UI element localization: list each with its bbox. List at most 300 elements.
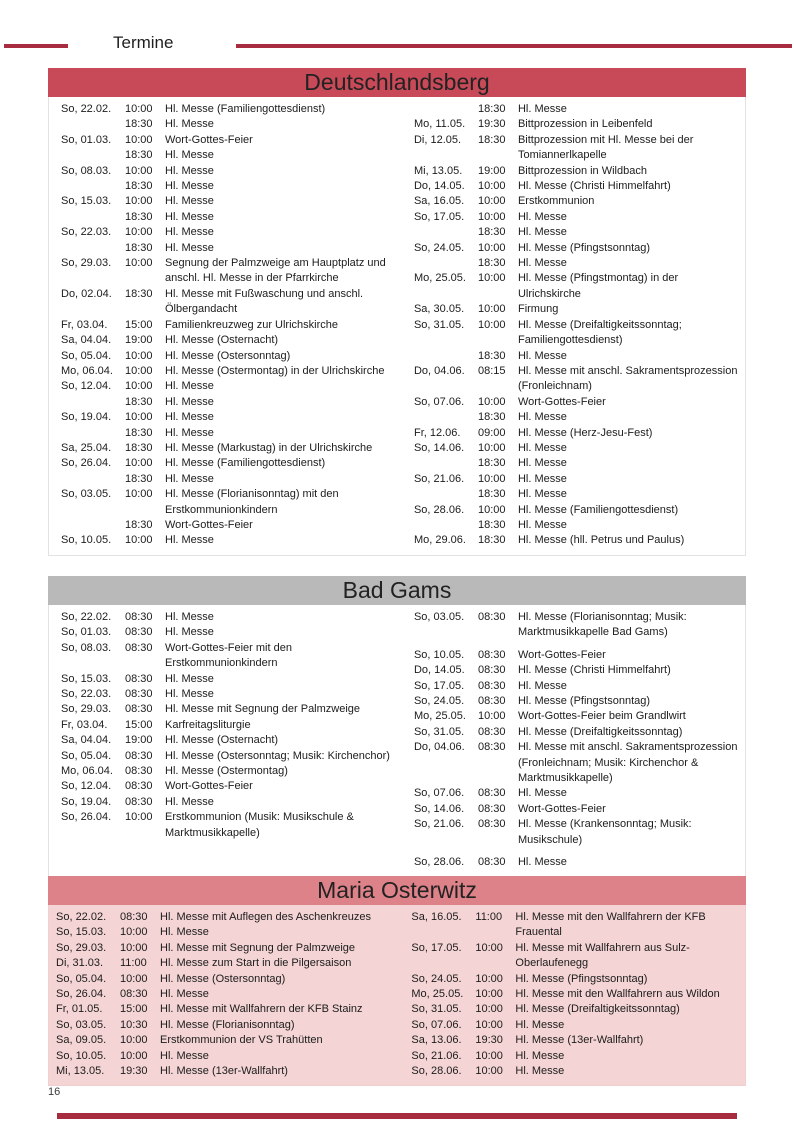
event-description: Hl. Messe — [165, 395, 214, 408]
schedule-row — [414, 410, 741, 425]
event-description: Hl. Messe — [165, 795, 214, 808]
schedule-row — [61, 349, 404, 364]
bottom-red-bar — [57, 1113, 737, 1119]
event-description: Hl. Messe (13er-Wallfahrt) — [515, 1034, 644, 1047]
event-description: Hl. Messe — [165, 688, 214, 701]
event-description: Hl. Messe (Markustag) in der Ulrichskirche — [165, 441, 373, 454]
event-time: 18:30 — [477, 411, 506, 424]
event-description: Bittprozession mit Hl. Messe bei der Tomiannerlkapelle — [517, 133, 694, 162]
schedule-row — [61, 287, 404, 318]
event-date: So, 28.06. — [411, 1065, 462, 1078]
event-description: Karfreitagsliturgie — [165, 718, 251, 731]
event-time: 18:30 — [125, 472, 153, 485]
event-date: So, 19.04. — [61, 411, 112, 424]
event-time: 08:30 — [120, 911, 148, 923]
schedule-row — [414, 518, 741, 533]
event-date: So, 24.05. — [413, 241, 465, 254]
event-time: 18:30 — [477, 349, 506, 362]
event-description: Hl. Messe (Herz-Jesu-Fest) — [517, 426, 653, 439]
schedule-row — [414, 194, 741, 209]
event-date: So, 22.03. — [61, 226, 112, 239]
event-description: Erstkommunion — [517, 195, 595, 208]
schedule-row — [414, 786, 741, 801]
event-time: 10:00 — [475, 1049, 503, 1062]
schedule-row — [414, 426, 741, 441]
schedule-row — [414, 271, 741, 302]
event-description: Hl. Messe — [165, 534, 214, 547]
schedule-row — [414, 503, 741, 518]
event-date: So, 31.05. — [411, 1003, 462, 1016]
schedule-row — [56, 925, 401, 940]
schedule-row — [411, 972, 741, 987]
event-date — [414, 349, 478, 364]
event-date: So, 08.03. — [61, 641, 112, 654]
schedule-row — [414, 533, 741, 548]
event-description: Hl. Messe — [515, 1065, 565, 1078]
event-time: 10:00 — [475, 988, 503, 1001]
event-date: So, 17.05. — [413, 679, 465, 692]
event-description: Hl. Messe mit Auflegen des Aschenkreuzes — [160, 911, 371, 923]
event-date: Mo, 11.05. — [413, 118, 466, 131]
event-description: Hl. Messe — [517, 226, 567, 239]
event-time: 10:00 — [125, 380, 153, 393]
schedule-row — [414, 179, 741, 194]
event-description: Hl. Messe — [165, 226, 214, 239]
event-date: So, 12.04. — [61, 780, 112, 793]
section-deutschlandsberg — [48, 68, 746, 556]
event-date: So, 03.05. — [56, 1018, 107, 1031]
event-time: 18:30 — [125, 149, 153, 162]
event-date: Mo, 25.05. — [411, 988, 464, 1001]
event-date: So, 24.05. — [411, 972, 462, 985]
event-time: 08:30 — [125, 611, 153, 623]
schedule-row — [61, 117, 404, 132]
schedule-row — [61, 426, 404, 441]
schedule-row — [414, 487, 741, 502]
schedule-row — [411, 1033, 741, 1048]
event-date: Mi, 13.05. — [56, 1065, 105, 1078]
event-date: So, 05.04. — [61, 349, 112, 362]
section-title: Bad Gams — [48, 576, 746, 605]
event-time: 08:30 — [125, 749, 153, 762]
event-date: Sa, 13.06. — [411, 1034, 462, 1047]
event-date: Di, 12.05. — [413, 133, 462, 146]
event-time: 08:30 — [477, 648, 506, 661]
event-date: So, 19.04. — [61, 795, 112, 808]
event-time: 10:00 — [475, 1018, 503, 1031]
schedule-row — [61, 148, 404, 163]
event-time: 08:30 — [125, 703, 153, 716]
event-description: Hl. Messe — [165, 210, 214, 223]
event-date — [61, 241, 125, 256]
event-description: Hl. Messe — [517, 411, 567, 424]
event-time: 10:00 — [120, 941, 148, 954]
event-description: Hl. Messe (Florianisonntag) — [160, 1018, 295, 1031]
event-date: Mo, 25.05. — [413, 272, 466, 285]
event-date — [61, 426, 125, 441]
event-time: 18:30 — [125, 441, 153, 454]
event-description: Hl. Messe (Ostermontag) — [165, 765, 288, 778]
event-time: 08:30 — [125, 626, 153, 639]
event-description: Hl. Messe — [517, 441, 567, 454]
event-date: So, 21.06. — [413, 472, 465, 485]
event-description: Hl. Messe — [165, 611, 214, 623]
event-description: Hl. Messe — [515, 1049, 565, 1062]
event-time: 18:30 — [125, 395, 153, 408]
event-date: So, 03.05. — [61, 488, 112, 501]
event-time: 10:00 — [125, 133, 153, 146]
event-description: Hl. Messe (Florianisonntag) mit den Erstkommunionkindern — [165, 488, 339, 516]
event-date: Mo, 29.06. — [413, 534, 466, 547]
event-date: So, 07.06. — [411, 1018, 462, 1031]
event-description: Wort-Gottes-Feier — [517, 802, 606, 815]
event-time: 08:30 — [125, 765, 153, 778]
event-description: Hl. Messe (Pfingstmontag) in der Ulrichskirche — [517, 272, 679, 300]
event-date: So, 15.03. — [61, 195, 112, 208]
event-time: 10:00 — [477, 241, 506, 254]
event-description: Hl. Messe (Ostermontag) in der Ulrichskirche — [165, 364, 385, 377]
event-date — [61, 117, 125, 132]
event-date: So, 10.05. — [61, 534, 112, 547]
event-date: So, 07.06. — [413, 395, 465, 408]
event-date: So, 05.04. — [56, 972, 107, 985]
event-time: 10:00 — [477, 195, 506, 208]
schedule-row — [414, 256, 741, 271]
event-description: Hl. Messe (Pfingstsonntag) — [515, 972, 648, 985]
event-date: Do, 04.06. — [413, 364, 465, 377]
schedule-row — [414, 210, 741, 225]
event-time: 08:30 — [125, 780, 153, 793]
event-time: 18:30 — [477, 257, 506, 270]
event-description: Hl. Messe zum Start in die Pilgersaison — [160, 957, 352, 970]
event-time: 08:30 — [125, 641, 153, 654]
schedule-row — [61, 641, 404, 672]
schedule-row — [414, 117, 741, 132]
event-description: Hl. Messe — [517, 103, 567, 115]
event-description: Hl. Messe (Ostersonntag; Musik: Kirchenchor) — [165, 749, 390, 762]
schedule-row — [61, 625, 404, 640]
event-date: So, 01.03. — [61, 133, 112, 146]
event-description: Familienkreuzweg zur Ulrichskirche — [165, 318, 338, 331]
event-time: 10:00 — [475, 1065, 503, 1078]
event-description: Hl. Messe — [517, 856, 567, 869]
schedule-row — [61, 194, 404, 209]
event-description: Wort-Gottes-Feier mit den Erstkommunionkindern — [165, 641, 292, 670]
event-time: 10:00 — [475, 1003, 503, 1016]
event-time: 18:30 — [125, 518, 153, 531]
event-description: Hl. Messe — [165, 380, 214, 393]
event-description: Wort-Gottes-Feier — [165, 133, 253, 146]
event-date: So, 10.05. — [56, 1049, 107, 1062]
schedule-row — [56, 910, 401, 925]
schedule-row — [61, 518, 404, 533]
event-time: 10:00 — [125, 411, 153, 424]
event-date: So, 26.04. — [56, 988, 107, 1001]
event-description: Hl. Messe (Pfingstsonntag) — [517, 695, 651, 708]
event-time: 10:00 — [477, 503, 506, 516]
event-time: 10:00 — [120, 972, 148, 985]
schedule-row — [56, 941, 401, 956]
event-description: Wort-Gottes-Feier — [165, 518, 253, 531]
event-time: 10:00 — [475, 972, 503, 985]
schedule-row — [61, 318, 404, 333]
schedule-row — [414, 102, 741, 117]
event-description: Hl. Messe — [165, 426, 214, 439]
schedule-row — [61, 102, 404, 117]
event-date: Do, 14.05. — [413, 664, 465, 677]
event-time: 18:30 — [125, 287, 153, 300]
schedule-row — [411, 910, 741, 941]
event-time: 10:00 — [475, 941, 503, 954]
schedule-row — [56, 972, 401, 987]
schedule-row — [414, 241, 741, 256]
event-time: 10:00 — [125, 349, 153, 362]
event-description: Hl. Messe (Osternacht) — [165, 734, 279, 747]
event-date: So, 21.06. — [413, 818, 465, 831]
event-date: So, 28.06. — [413, 856, 465, 869]
schedule-row — [61, 487, 404, 518]
event-description: Hl. Messe (Dreifaltigkeitssonntag; Familiengottesdienst) — [517, 318, 682, 347]
schedule-row — [414, 364, 741, 395]
event-date: Mo, 25.05. — [413, 710, 466, 723]
schedule-row — [414, 817, 741, 848]
event-description: Hl. Messe mit Wallfahrern aus Sulz-Oberlaufenegg — [515, 941, 690, 970]
schedule-row — [61, 395, 404, 410]
event-time: 18:30 — [125, 426, 153, 439]
schedule-row — [61, 210, 404, 225]
schedule-row — [61, 225, 404, 240]
event-time: 08:30 — [477, 679, 506, 692]
event-time: 10:00 — [125, 811, 153, 824]
event-description: Hl. Messe — [517, 679, 567, 692]
event-time: 08:30 — [477, 725, 506, 738]
schedule-row — [61, 441, 404, 456]
event-time: 08:30 — [125, 688, 153, 701]
schedule-row — [414, 648, 741, 663]
event-date: So, 29.03. — [61, 703, 112, 716]
schedule-row — [56, 1018, 401, 1033]
schedule-row — [56, 1064, 401, 1079]
event-description: Hl. Messe mit Wallfahrern der KFB Stainz — [160, 1003, 363, 1016]
schedule-row — [61, 795, 404, 810]
section-title: Maria Osterwitz — [48, 876, 746, 905]
event-time: 09:00 — [477, 426, 506, 439]
event-description: Hl. Messe — [165, 180, 214, 193]
event-time: 10:00 — [125, 257, 153, 270]
schedule-row — [61, 810, 404, 841]
event-date: So, 15.03. — [61, 672, 112, 685]
section-maria-osterwitz — [48, 876, 746, 1086]
event-date: Mo, 06.04. — [61, 765, 113, 778]
event-time: 18:30 — [477, 534, 506, 547]
event-time: 10:00 — [477, 318, 506, 331]
event-time: 15:00 — [125, 318, 153, 331]
event-time: 10:00 — [477, 210, 506, 223]
event-time: 18:30 — [477, 103, 506, 115]
schedule-row — [56, 987, 401, 1002]
event-date — [414, 410, 478, 425]
event-time: 19:00 — [125, 734, 153, 747]
event-date — [414, 256, 478, 271]
schedule-row — [61, 256, 404, 287]
event-description: Erstkommunion (Musik: Musikschule & Marktmusikkapelle) — [165, 811, 354, 839]
schedule-row — [61, 533, 404, 548]
event-time: 18:30 — [477, 488, 506, 501]
event-description: Bittprozession in Wildbach — [517, 164, 647, 177]
schedule-row — [61, 133, 404, 148]
schedule-row — [411, 1049, 741, 1064]
schedule-row — [411, 1064, 741, 1079]
event-time: 10:00 — [125, 226, 153, 239]
event-time: 08:30 — [477, 741, 506, 754]
event-description: Hl. Messe (Familiengottesdienst) — [517, 503, 679, 516]
schedule-column-right — [414, 610, 741, 871]
event-date: Sa, 30.05. — [413, 303, 465, 316]
schedule-row — [411, 1002, 741, 1017]
schedule-row — [414, 133, 741, 164]
event-time: 10:00 — [120, 1049, 148, 1062]
event-description: Hl. Messe — [517, 210, 567, 223]
right-red-rule — [236, 44, 792, 48]
event-date — [61, 472, 125, 487]
event-description: Hl. Messe (Pfingstsonntag) — [517, 241, 651, 254]
event-time: 15:00 — [125, 718, 153, 731]
event-description: Hl. Messe mit anschl. Sakramentsprozession (Fronleichnam) — [517, 364, 738, 393]
event-description: Hl. Messe — [165, 149, 214, 162]
event-time: 10:00 — [125, 457, 153, 470]
event-date: Do, 02.04. — [61, 287, 112, 300]
schedule-row — [61, 733, 404, 748]
schedule-row — [414, 441, 741, 456]
schedule-row — [414, 663, 741, 678]
event-description: Hl. Messe — [165, 626, 214, 639]
event-date: So, 03.05. — [413, 611, 465, 623]
event-date: So, 01.03. — [61, 626, 112, 639]
event-time: 18:30 — [477, 133, 506, 146]
event-description: Wort-Gottes-Feier — [165, 780, 253, 793]
event-time: 18:30 — [477, 226, 506, 239]
event-date: So, 31.05. — [413, 725, 465, 738]
event-time: 10:00 — [125, 364, 153, 377]
event-date: So, 14.06. — [413, 441, 465, 454]
event-date: Do, 14.05. — [413, 180, 465, 193]
event-time: 10:00 — [477, 180, 506, 193]
schedule-row — [61, 179, 404, 194]
event-time: 08:30 — [477, 664, 506, 677]
event-description: Hl. Messe — [165, 411, 214, 424]
schedule-row — [56, 1049, 401, 1064]
schedule-row — [414, 349, 741, 364]
event-description: Hl. Messe mit den Wallfahrern aus Wildon — [515, 988, 720, 1001]
schedule-row — [61, 610, 404, 625]
schedule-row — [61, 379, 404, 394]
event-time: 19:00 — [477, 164, 506, 177]
schedule-row — [414, 725, 741, 740]
event-time: 10:00 — [120, 1034, 148, 1047]
schedule-row — [61, 364, 404, 379]
event-description: Hl. Messe (Ostersonntag) — [165, 349, 291, 362]
schedule-row — [61, 672, 404, 687]
event-time: 08:30 — [477, 695, 506, 708]
schedule-row — [414, 740, 741, 786]
event-time: 08:30 — [477, 818, 506, 831]
schedule-row — [61, 764, 404, 779]
event-date: Sa, 09.05. — [56, 1034, 107, 1047]
event-description: Hl. Messe — [517, 349, 567, 362]
event-description: Hl. Messe — [165, 118, 214, 131]
event-time: 10:00 — [477, 395, 506, 408]
event-time: 10:00 — [477, 272, 506, 285]
event-description: Hl. Messe (Florianisonntag; Musik: Marktmusikkapelle Bad Gams) — [517, 611, 687, 639]
schedule-row — [414, 318, 741, 349]
schedule-row — [61, 164, 404, 179]
schedule-row — [414, 302, 741, 317]
event-time: 18:30 — [125, 241, 153, 254]
event-time: 10:30 — [120, 1018, 148, 1031]
event-time: 11:00 — [120, 957, 147, 970]
event-date: So, 29.03. — [61, 257, 112, 270]
event-time: 08:30 — [120, 988, 148, 1001]
event-description: Hl. Messe (Familiengottesdienst) — [165, 103, 326, 115]
schedule-column-left — [61, 102, 404, 549]
event-date: So, 07.06. — [413, 787, 465, 800]
event-description: Hl. Messe — [517, 472, 567, 485]
section-bad-gams — [48, 576, 746, 878]
event-time: 15:00 — [120, 1003, 148, 1016]
event-date: Sa, 16.05. — [411, 911, 462, 923]
event-time: 08:30 — [477, 787, 506, 800]
schedule-row — [61, 749, 404, 764]
event-date — [414, 487, 478, 502]
event-time: 08:30 — [477, 611, 506, 623]
schedule-row — [61, 687, 404, 702]
schedule-row — [61, 333, 404, 348]
schedule-row — [411, 987, 741, 1002]
schedule-row — [56, 956, 401, 971]
schedule-row — [61, 241, 404, 256]
event-description: Hl. Messe mit Fußwaschung und anschl. Ölbergandacht — [165, 287, 364, 316]
event-date — [61, 179, 125, 194]
schedule-row — [411, 941, 741, 972]
event-date — [414, 518, 478, 533]
schedule-column-left — [56, 910, 401, 1079]
schedule-row — [414, 802, 741, 817]
event-description: Segnung der Palmzweige am Hauptplatz und anschl. Hl. Messe in der Pfarrkirche — [165, 257, 386, 285]
page-heading: Termine — [113, 33, 174, 52]
event-date: Fr, 12.06. — [413, 426, 461, 439]
event-description: Hl. Messe — [517, 457, 567, 470]
event-time: 10:00 — [125, 488, 153, 501]
event-time: 08:30 — [477, 802, 506, 815]
schedule-row — [414, 855, 741, 870]
event-date: So, 14.06. — [413, 802, 465, 815]
event-time: 10:00 — [477, 710, 506, 723]
schedule-row — [414, 610, 741, 641]
event-date: Sa, 25.04. — [61, 441, 112, 454]
event-time: 10:00 — [477, 472, 506, 485]
event-description: Hl. Messe (Osternacht) — [165, 334, 279, 347]
event-description: Bittprozession in Leibenfeld — [517, 118, 653, 131]
event-date: So, 15.03. — [56, 926, 107, 939]
event-time: 08:30 — [125, 672, 153, 685]
event-description: Hl. Messe — [517, 518, 567, 531]
event-description: Firmung — [517, 303, 559, 316]
event-date: So, 08.03. — [61, 164, 112, 177]
event-date: Sa, 16.05. — [413, 195, 465, 208]
event-time: 18:30 — [125, 210, 153, 223]
event-date: Sa, 04.04. — [61, 334, 112, 347]
event-date: So, 22.02. — [56, 911, 107, 923]
